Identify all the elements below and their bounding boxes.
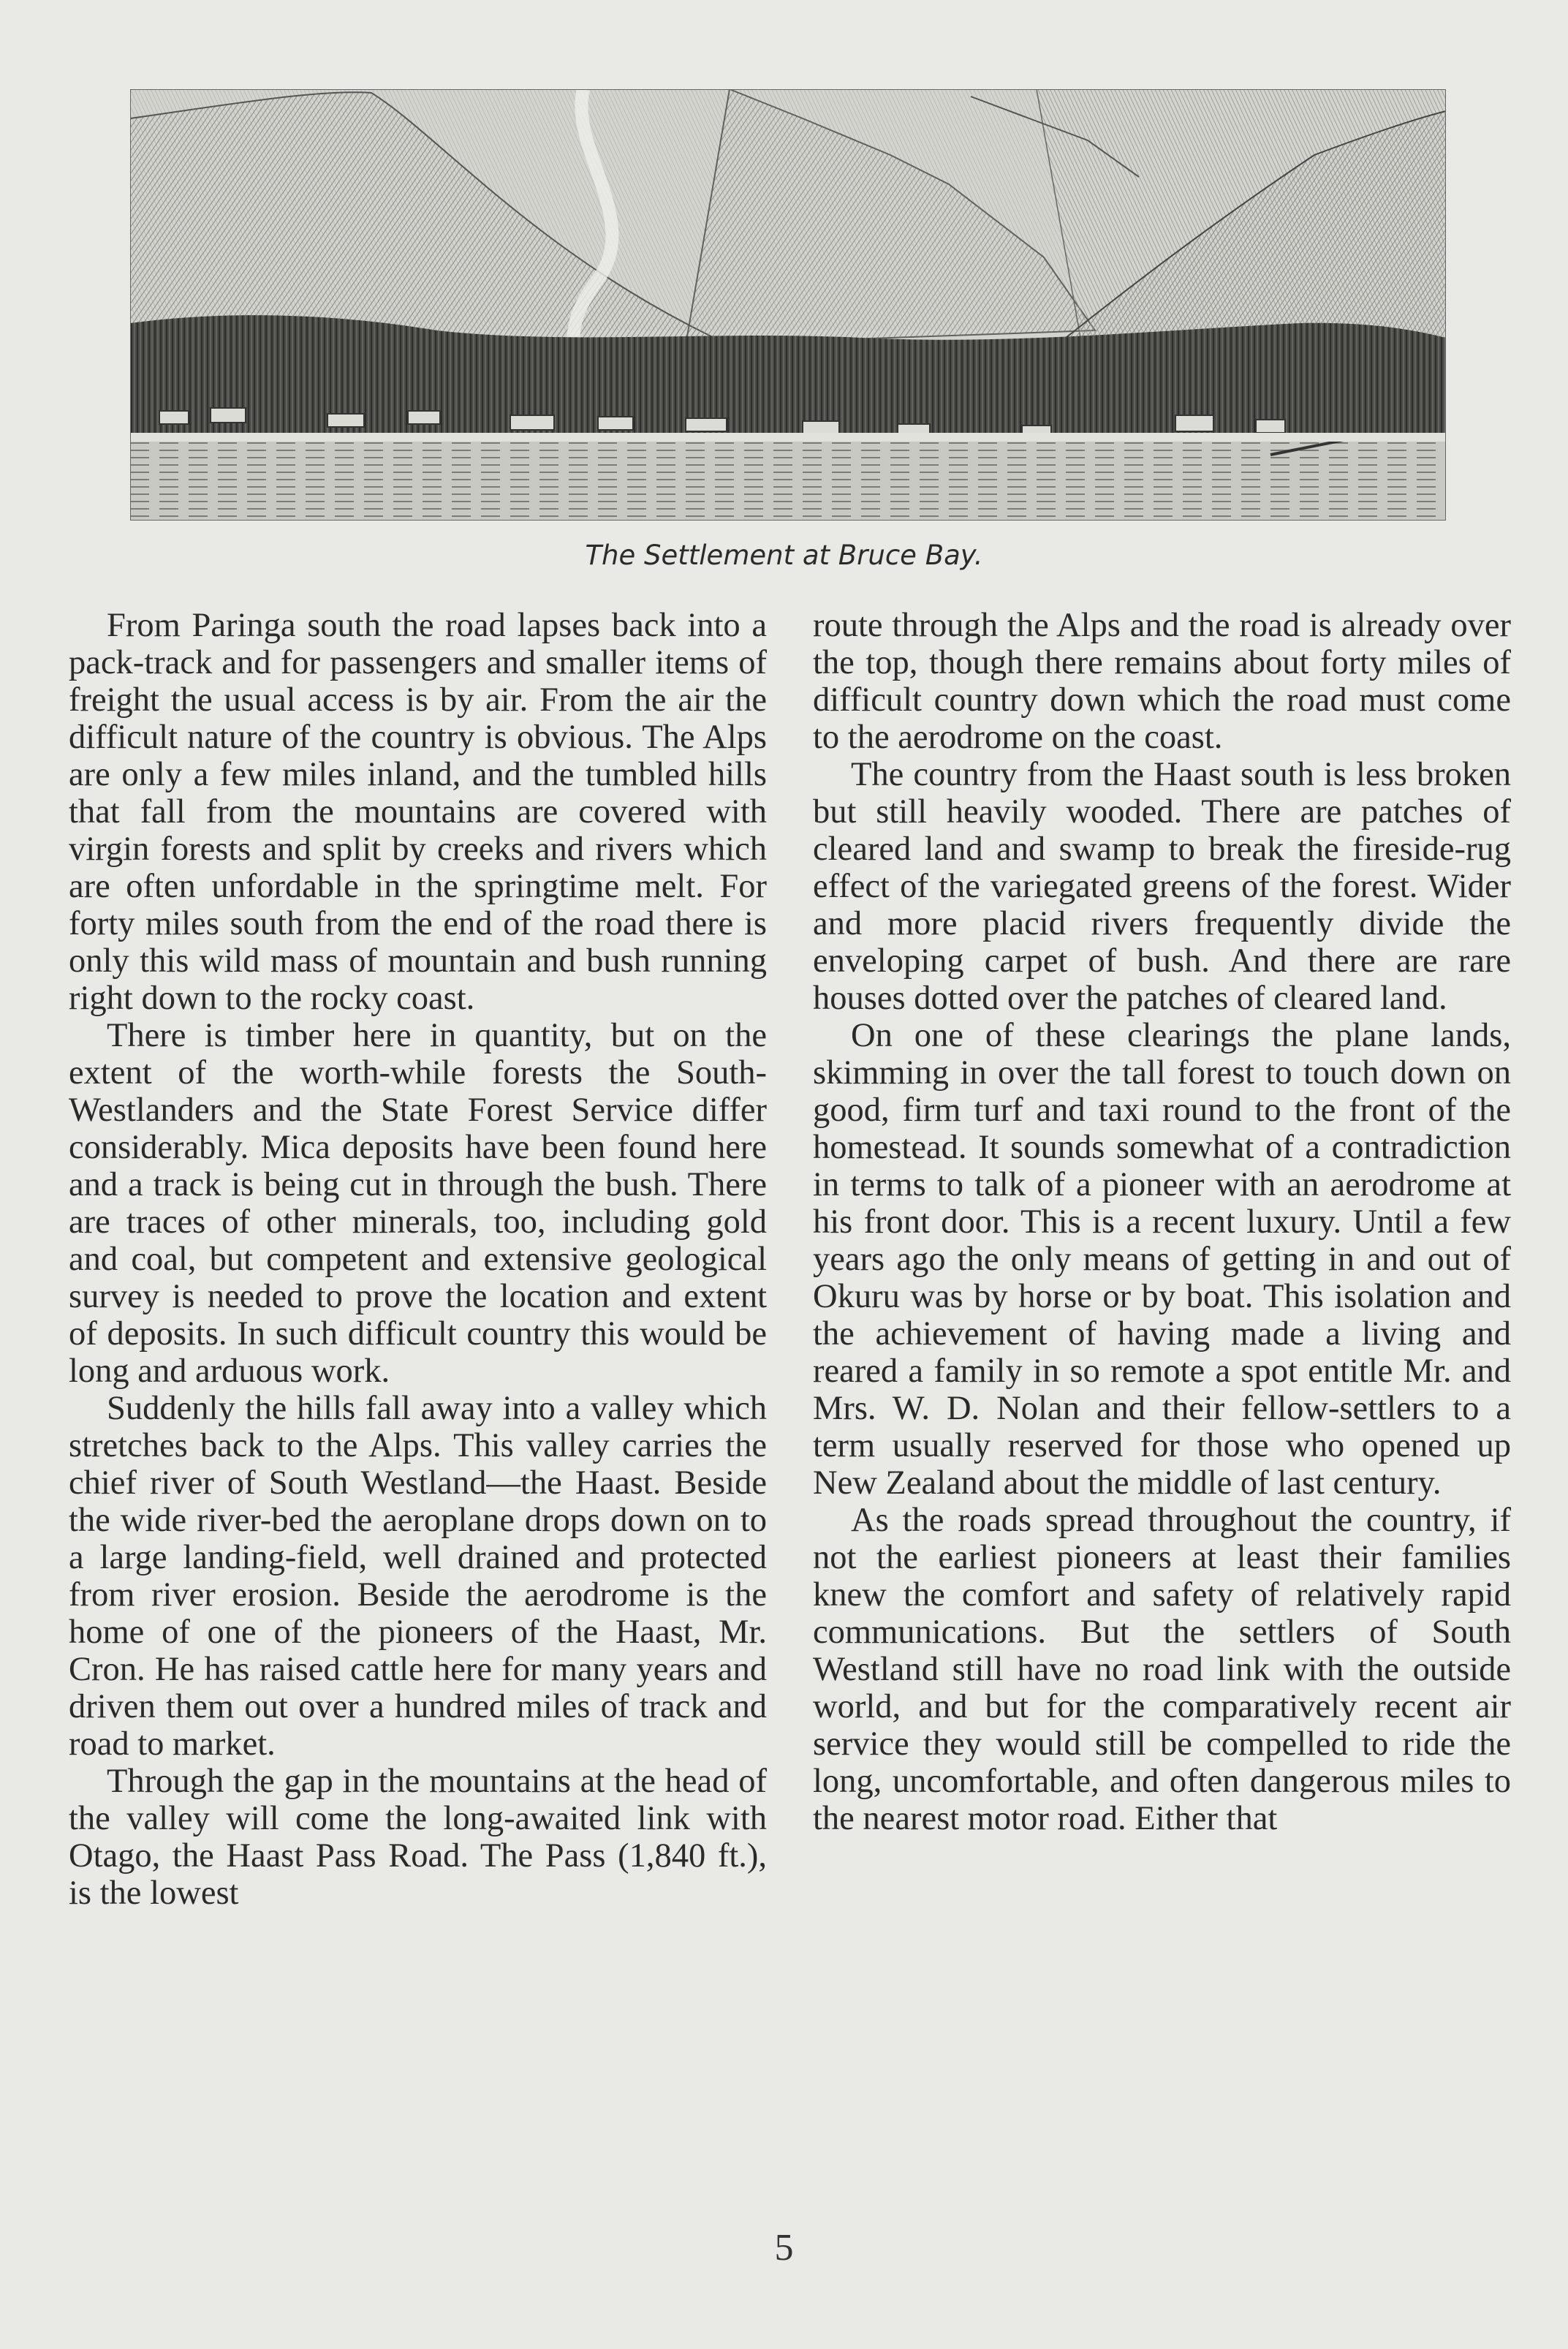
- paragraph: On one of these clearings the plane lands, skimming in over the tall forest to touch down on good, firm turf and taxi round to the front of the homestead. It sounds somewhat of a contradiction in terms to talk of a pioneer with an aerodrome at his front door. This is a recent luxury. Until a few years ago the only means of getting in and out of Okuru was by horse or by boat. This isolation and the achievement of having made a living and reared a family in so remote a spot entitle Mr. and Mrs. W. D. Nolan and their fellow-settlers to a term usually reserved for those who opened up New Zealand about the middle of last century.: [813, 1017, 1511, 1502]
- left-column: [69, 607, 767, 1912]
- paragraph: From Paringa south the road lapses back into a pack-track and for passengers and smaller items of freight the usual access is by air. From the air the difficult nature of the country is obvious. The Alps are only a few miles inland, and the tumbled hills that fall from the mountains are covered with virgin forests and split by creeks and rivers which are often unfordable in the springtime melt. For forty miles south from the end of the road there is only this wild mass of mountain and bush running right down to the rocky coast.: [69, 607, 767, 1017]
- paragraph: Through the gap in the mountains at the head of the valley will come the long-awaited link with Otago, the Haast Pass Road. The Pass (1,840 ft.), is the lowest: [69, 1763, 767, 1912]
- figure-caption: The Settlement at Bruce Bay.: [585, 540, 983, 571]
- right-column: [813, 607, 1511, 1837]
- settlement-illustration: [130, 89, 1446, 521]
- paragraph: As the roads spread throughout the country, if not the earliest pioneers at least their families knew the comfort and safety of relatively rapid communications. But the settlers of South Westland still have no road link with the outside world, and but for the comparatively recent air service they would still be compelled to ride the long, uncomfortable, and often dangerous miles to the nearest motor road. Either that: [813, 1502, 1511, 1837]
- paragraph: Suddenly the hills fall away into a valley which stretches back to the Alps. This valley carries the chief river of South Westland—the Haast. Beside the wide river-bed the aeroplane drops down on to a large landing-field, well drained and protected from river erosion. Beside the aerodrome is the home of one of the pioneers of the Haast, Mr. Cron. He has raised cattle here for many years and driven them out over a hundred miles of track and road to market.: [69, 1390, 767, 1763]
- paragraph: The country from the Haast south is less broken but still heavily wooded. There are patches of cleared land and swamp to break the fireside-rug effect of the variegated greens of the forest. Wider and more placid rivers frequently divide the enveloping carpet of bush. And there are rare houses dotted over the patches of cleared land.: [813, 756, 1511, 1017]
- bruce-bay-sketch: [130, 89, 1446, 521]
- paragraph-continued: route through the Alps and the road is already over the top, though there remains about forty miles of difficult country down which the road must come to the aerodrome on the coast.: [813, 607, 1511, 756]
- paragraph: There is timber here in quantity, but on the extent of the worth-while forests the South-Westlanders and the State Forest Service differ considerably. Mica deposits have been found here and a track is being cut in through the bush. There are traces of other minerals, too, including gold and coal, but competent and extensive geological survey is needed to prove the location and extent of deposits. In such difficult country this would be long and arduous work.: [69, 1017, 767, 1390]
- page-number: 5: [774, 2227, 794, 2269]
